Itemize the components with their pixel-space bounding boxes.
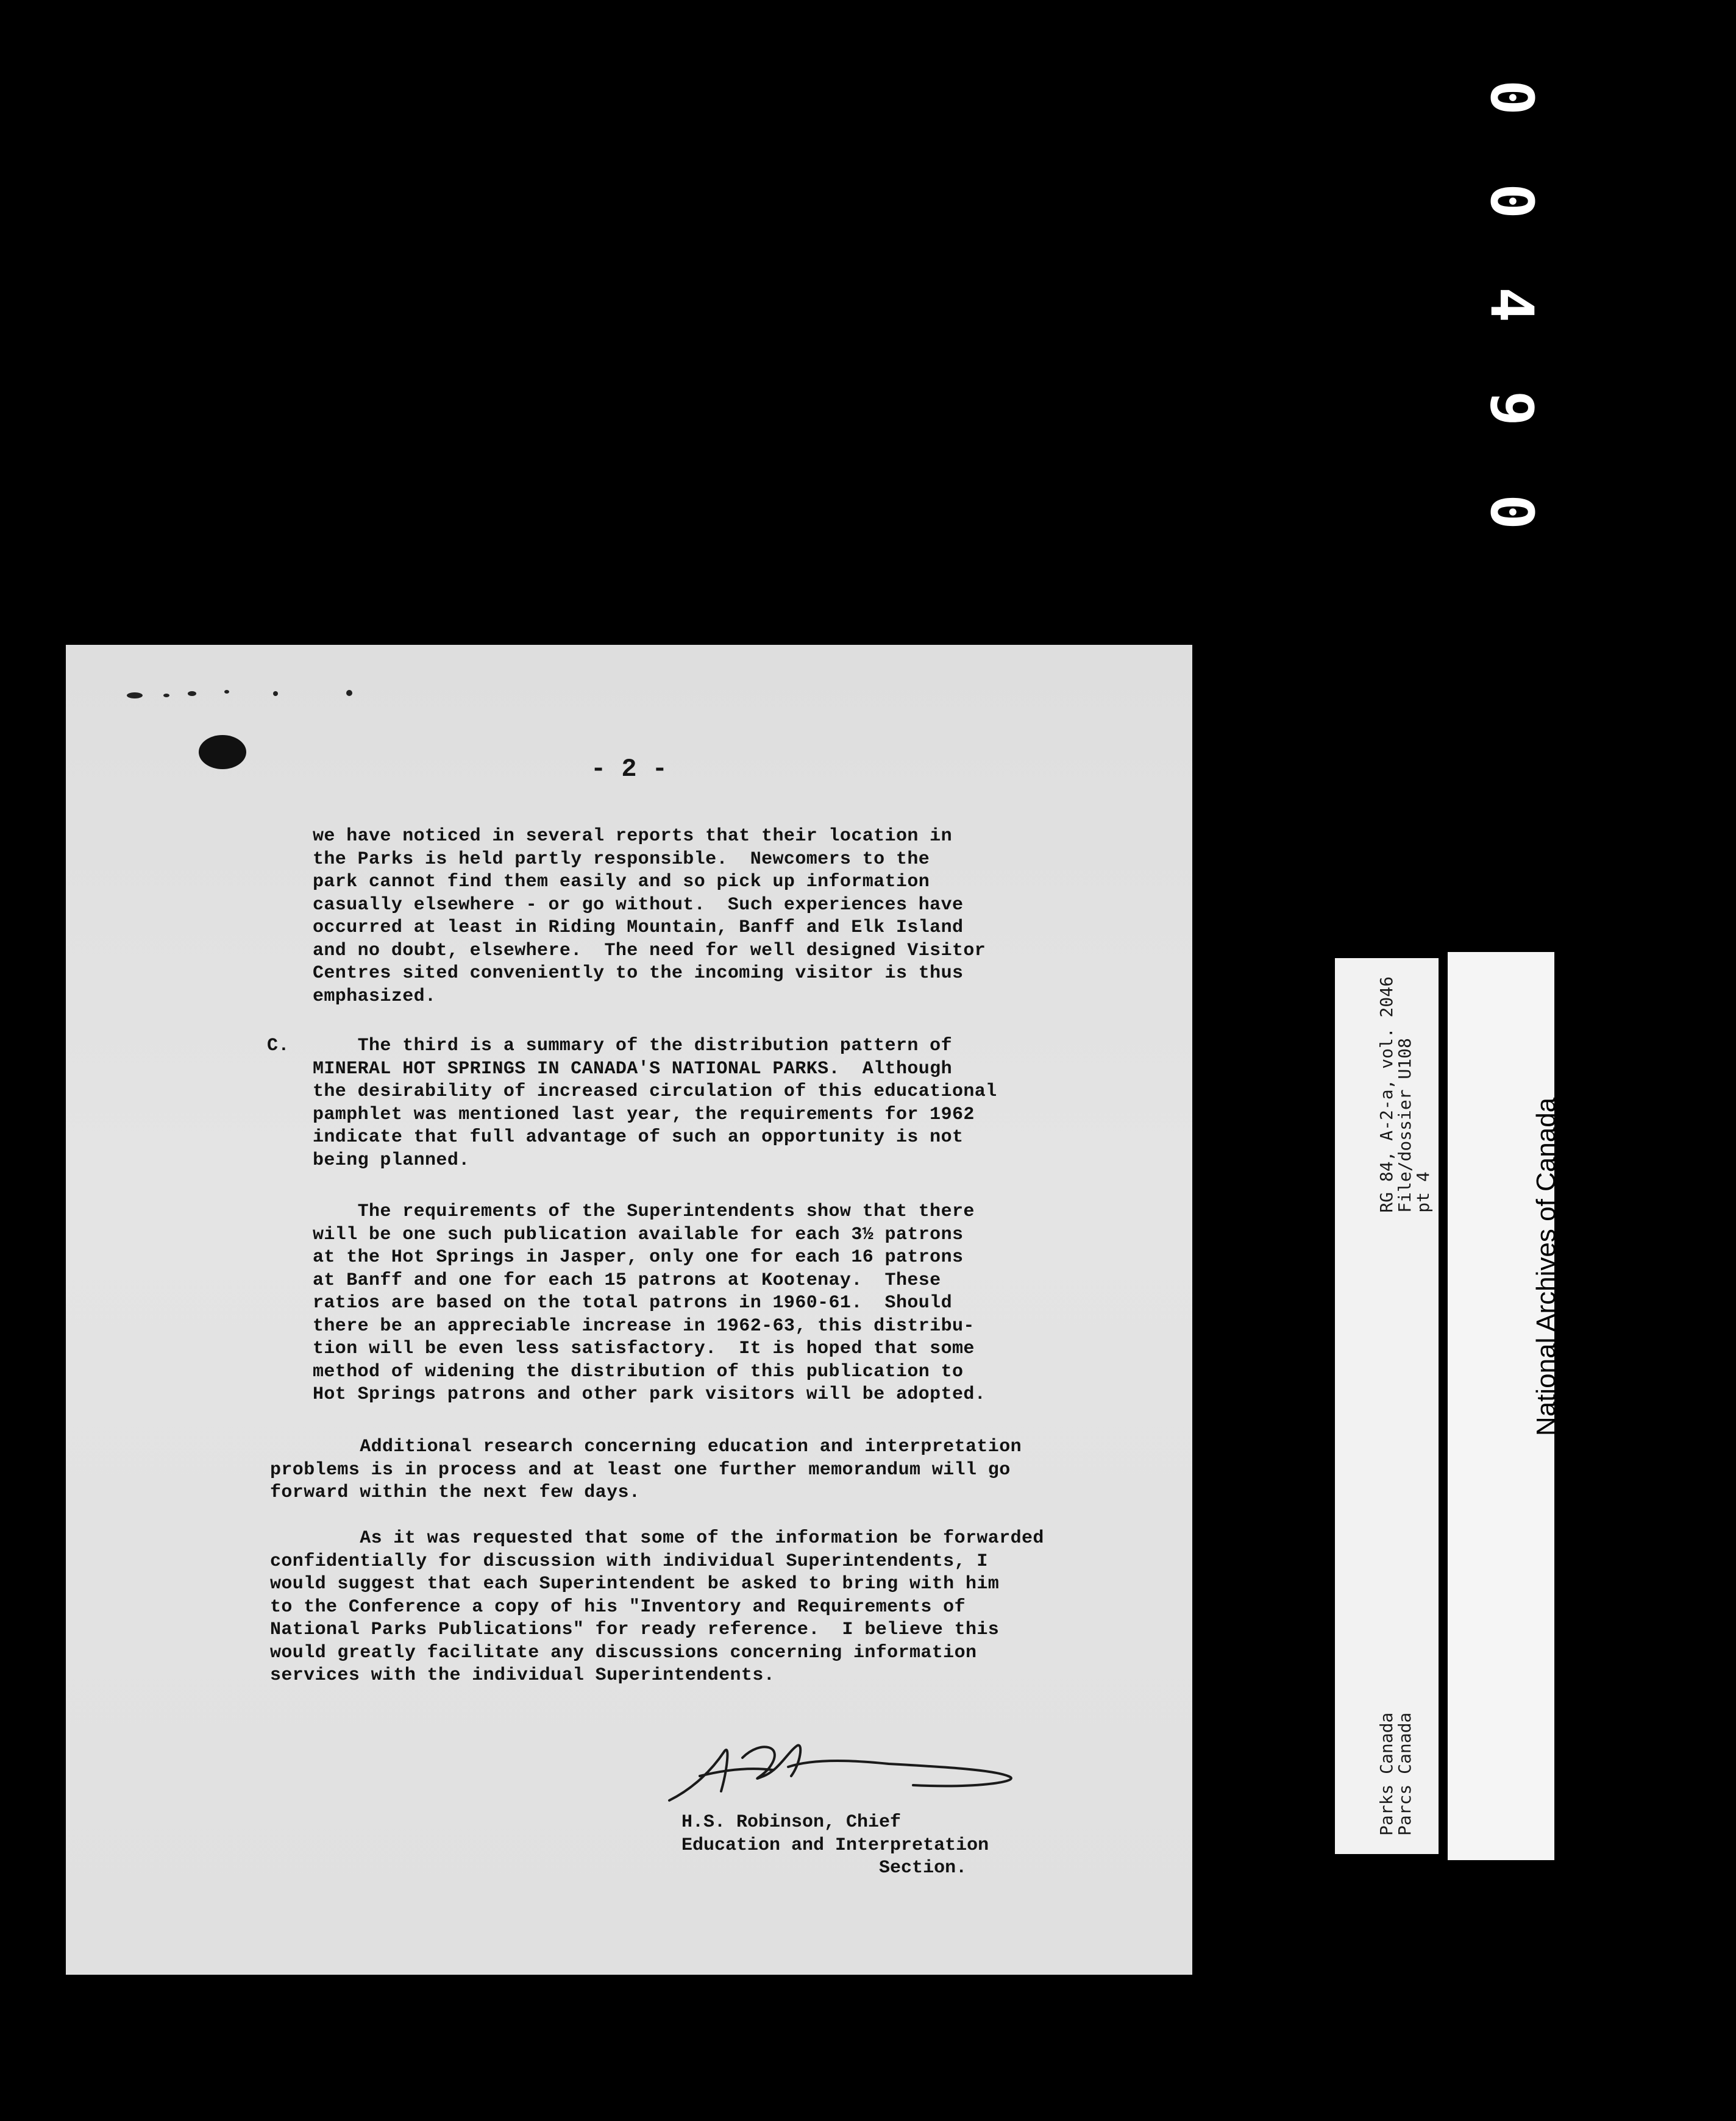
archives-label — [1448, 952, 1649, 1860]
paragraph-requirements: The requirements of the Superintendents show that there will be one such publication available for each 3½ patrons at the Hot Springs in Jasper, only one for each 16 patrons at Banff and one for each 15 patrons at Kootenay. These ratios are based on the total patrons in 1960-61. Should there be an appreciable increase in 1962-63, this distribu- tion will be even less satisfactory. It is hoped that some method of widening the distribution of this publication to Hot Springs patrons and other park visitors will be adopted. — [313, 1201, 986, 1405]
section-label: C. — [267, 1036, 290, 1056]
archives-name-en: National Archives of Canada — [1531, 1097, 1561, 1437]
signature-block: H.S. Robinson, Chief Education and Interpretation Section. — [681, 1812, 989, 1878]
paragraph-conference: As it was requested that some of the information be forwarded confidentially for discussion with individual Superintendents, I would suggest that each Superintendent be asked to bring with him to the Conference a copy of his "Inventory and Requirements of National Parks Publications" for ready reference. I believe this would greatly facilitate any discussions concerning information services with the individual Superintendents. — [270, 1528, 1044, 1686]
agency-name: Parks Canada Parcs Canada — [1376, 1712, 1415, 1836]
archives-name-fr: Archives nationales du Canada — [1619, 1065, 1649, 1437]
paragraph-research: Additional research concerning education and interpretation problems is in process and at least one further memorandum will go forward within the next few days. — [270, 1437, 1022, 1503]
document-page — [66, 645, 1192, 1975]
paragraph-section-c: The third is a summary of the distribution pattern of MINERAL HOT SPRINGS IN CANADA'S NATIONAL PARKS. Although the desirability of increased circulation of this educational pamphlet was mentioned last year, the requirements for 1962 indicate that full advantage of such an opportunity is not being planned. — [313, 1036, 997, 1171]
frame-digit: 0 — [1478, 80, 1546, 115]
frame-digit: 9 — [1478, 391, 1546, 426]
page-number: - 2 - — [590, 755, 668, 784]
scan-specks — [127, 690, 371, 702]
reference-numbers: RG 84, A-2-a, vol. 2046 File/dossier U108 pt 4 — [1376, 976, 1433, 1213]
reference-label — [1335, 958, 1439, 1854]
frame-digit: 0 — [1478, 494, 1546, 530]
frame-digit: 4 — [1478, 287, 1546, 322]
handwritten-signature — [657, 1733, 1023, 1813]
frame-digit: 0 — [1478, 183, 1546, 219]
frame-number — [1475, 61, 1548, 549]
paragraph-continuation: we have noticed in several reports that their location in the Parks is held partly responsible. Newcomers to the park cannot find them easily and so pick up information casually elsewhere - or go without. Such experiences have occurred at least in Riding Mountain, Banff and Elk Island and no doubt, elsewhere. The need for well designed Visitor Centres sited conveniently to the incoming visitor is thus emphasized. — [313, 826, 986, 1007]
